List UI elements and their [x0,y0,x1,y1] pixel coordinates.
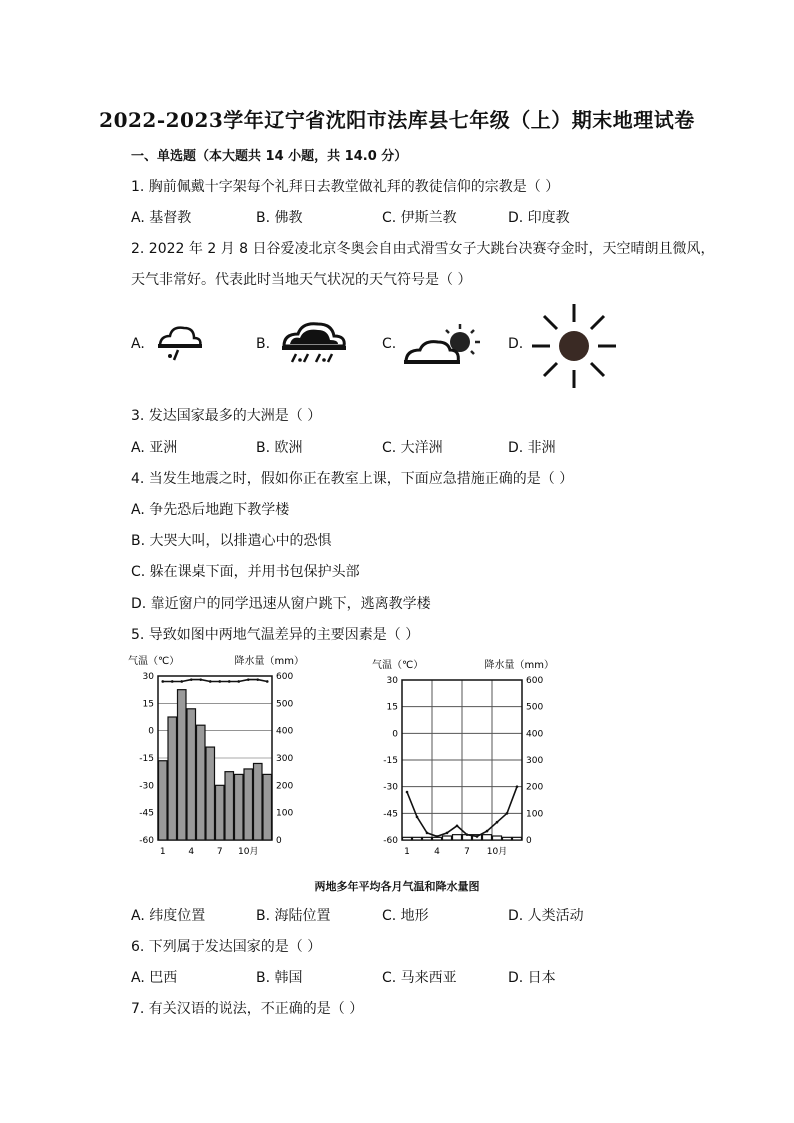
page-title: 2022-2023学年辽宁省沈阳市法库县七年级（上）期末地理试卷 [99,108,695,132]
question-1: 1. 胸前佩戴十字架每个礼拜日去教堂做礼拜的教徒信仰的宗教是（ ） [131,179,560,195]
month-tick-label: 10月 [486,847,508,857]
temperature-point [161,680,164,683]
temperature-point [416,816,419,819]
temperature-point [256,678,259,681]
temperature-point [228,680,231,683]
precip-bar [254,763,263,840]
q5-option-a[interactable]: A. 纬度位置 [131,908,206,924]
temperature-point [266,680,269,683]
temperature-point [436,835,439,838]
precip-bar [493,836,502,840]
precip-bar [197,725,206,840]
temperature-point [496,821,499,824]
precip-tick-label: 100 [526,809,544,820]
precip-tick-label: 100 [276,808,294,819]
temperature-point [516,785,519,788]
precip-bar [423,837,432,840]
cloud-heavy-rain-icon [278,320,348,368]
question-7: 7. 有关汉语的说法，不正确的是（ ） [131,1001,364,1017]
q1-option-b[interactable]: B. 佛教 [256,210,303,226]
temperature-point [426,832,429,835]
temp-tick-label: -30 [383,782,398,793]
q6-option-b[interactable]: B. 韩国 [256,970,303,986]
precip-bar [403,837,412,840]
cloud-rain-icon [152,322,204,366]
q6-option-d[interactable]: D. 日本 [508,970,556,986]
question-6: 6. 下列属于发达国家的是（ ） [131,939,322,955]
precip-bar [225,772,234,840]
precip-bar [244,769,253,840]
precip-bar [263,774,272,840]
figure-caption: 两地多年平均各月气温和降水量图 [314,880,480,893]
precip-bar [178,690,187,840]
temperature-point [237,680,240,683]
temperature-point [199,678,202,681]
precip-bar [483,835,492,840]
temperature-point [456,824,459,827]
precip-bar [168,717,177,840]
temp-tick-label: -60 [383,836,398,846]
precip-bar [413,837,422,840]
question-2-line2: 天气非常好。代表此时当地天气状况的天气符号是（ ） [131,272,472,288]
temperature-point [209,680,212,683]
q3-option-c[interactable]: C. 大洋洲 [382,440,443,456]
temp-tick-label: 30 [142,672,154,682]
precip-axis-label: 降水量（mm） [234,656,304,667]
precip-tick-label: 300 [526,756,544,766]
temp-tick-label: 0 [148,726,154,737]
precip-bar [503,837,512,840]
q1-option-a[interactable]: A. 基督教 [131,210,192,226]
precip-bar [235,774,244,840]
month-tick-label: 1 [404,847,410,857]
month-tick-label: 7 [464,847,470,857]
precip-tick-label: 500 [526,702,544,713]
climate-chart-left [124,652,308,864]
question-3: 3. 发达国家最多的大洲是（ ） [131,408,322,424]
temp-tick-label: -30 [139,781,154,792]
temperature-point [180,680,183,683]
partly-cloudy-icon [402,320,488,368]
precip-tick-label: 400 [276,726,294,737]
precip-bar [513,837,522,840]
temperature-point [247,678,250,681]
q2-option-d[interactable]: D. [508,336,524,352]
q4-option-a[interactable]: A. 争先恐后地跑下教学楼 [131,502,290,518]
question-4: 4. 当发生地震之时，假如你正在教室上课，下面应急措施正确的是（ ） [131,471,574,487]
precip-tick-label: 500 [276,699,294,710]
climate-chart-right [368,656,558,864]
precip-tick-label: 0 [276,836,282,846]
precip-tick-label: 600 [526,676,544,686]
temp-tick-label: 30 [386,676,398,686]
temp-axis-label: 气温（℃） [128,656,180,667]
temperature-point [466,833,469,836]
temperature-point [218,680,221,683]
temp-tick-label: -15 [139,754,154,764]
temperature-point [406,791,409,794]
precip-axis-label: 降水量（mm） [484,660,554,671]
precip-tick-label: 300 [276,754,294,764]
q4-option-b[interactable]: B. 大哭大叫，以排遣心中的恐惧 [131,533,332,549]
month-tick-label: 4 [434,847,440,857]
q3-option-d[interactable]: D. 非洲 [508,440,556,456]
precip-tick-label: 200 [526,782,544,793]
temp-tick-label: -15 [383,756,398,766]
temperature-point [486,830,489,833]
q2-option-c[interactable]: C. [382,336,397,352]
temp-tick-label: 0 [392,729,398,740]
precip-bar [187,709,196,840]
sun-icon [530,302,618,390]
precip-tick-label: 600 [276,672,294,682]
temp-tick-label: -60 [139,836,154,846]
section-heading: 一、单选题（本大题共 14 小题，共 14.0 分） [131,149,408,164]
question-2: 2. 2022 年 2 月 8 日谷爱凌北京冬奥会自由式滑雪女子大跳台决赛夺金时，天空晴朗且微风， [131,241,715,257]
temperature-point [190,678,193,681]
temperature-point [446,832,449,835]
temperature-line [163,680,267,682]
precip-tick-label: 200 [276,781,294,792]
question-5: 5. 导致如图中两地气温差异的主要因素是（ ） [131,627,420,643]
q6-option-a[interactable]: A. 巴西 [131,970,178,986]
month-tick-label: 4 [188,847,195,857]
precip-bar [443,836,452,840]
precip-bar [453,835,462,840]
q3-option-b[interactable]: B. 欧洲 [256,440,303,456]
q4-option-c[interactable]: C. 躲在课桌下面，并用书包保护头部 [131,564,360,580]
temp-tick-label: 15 [386,702,398,713]
q2-option-a[interactable]: A. [131,336,145,352]
precip-bar [159,761,168,840]
month-tick-label: 10月 [238,847,259,857]
temperature-point [476,835,479,838]
precip-tick-label: 400 [526,729,544,740]
temp-tick-label: 15 [142,699,154,710]
temp-axis-label: 气温（℃） [372,660,424,671]
q5-option-d[interactable]: D. 人类活动 [508,908,584,924]
q6-option-c[interactable]: C. 马来西亚 [382,970,457,986]
q1-option-d[interactable]: D. 印度教 [508,210,570,226]
month-tick-label: 1 [159,847,166,857]
temperature-point [171,680,174,683]
q3-option-a[interactable]: A. 亚洲 [131,440,178,456]
precip-tick-label: 0 [526,836,532,846]
precip-bar [216,785,225,840]
temp-tick-label: -45 [383,809,398,820]
q5-option-b[interactable]: B. 海陆位置 [256,908,331,924]
q5-option-c[interactable]: C. 地形 [382,908,429,924]
q4-option-d[interactable]: D. 靠近窗户的同学迅速从窗户跳下，逃离教学楼 [131,596,431,612]
precip-bar [206,747,215,840]
q1-option-c[interactable]: C. 伊斯兰教 [382,210,457,226]
q2-option-b[interactable]: B. [256,336,271,352]
month-tick-label: 7 [216,847,223,857]
temp-tick-label: -45 [139,808,154,819]
temperature-point [506,812,509,815]
